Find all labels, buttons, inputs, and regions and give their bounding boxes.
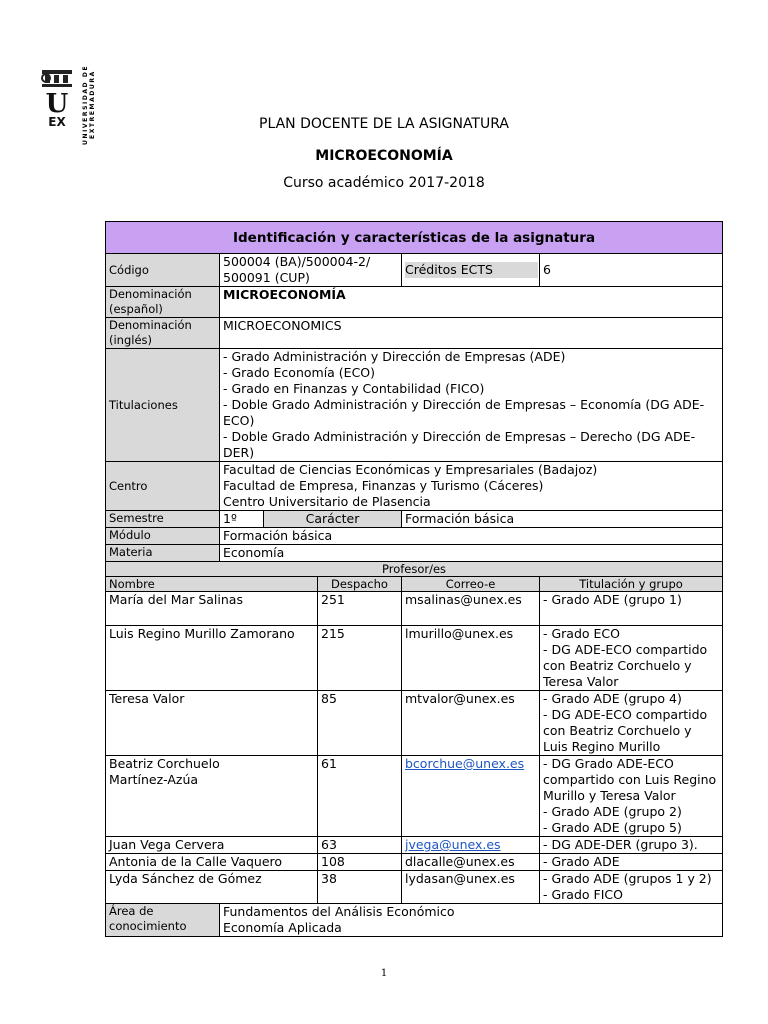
area-value	[220, 904, 723, 937]
creditos-label-cell	[402, 254, 540, 287]
prof-group	[540, 854, 723, 871]
name-line: Luis Regino Murillo Zamorano	[109, 626, 295, 641]
group-line: - DG ADE-ECO compartido	[543, 642, 708, 657]
codigo-value	[220, 254, 402, 287]
group-line: - Grado FICO	[543, 887, 623, 902]
area-line: Fundamentos del Análisis Económico	[223, 904, 455, 919]
prof-group	[540, 837, 723, 854]
email-text: lmurillo@unex.es	[405, 626, 514, 641]
denominacion-es-label	[106, 287, 220, 318]
email-link[interactable]: jvega@unex.es	[405, 837, 501, 852]
prof-office: 63	[318, 837, 402, 854]
group-line: con Beatriz Corchuelo y	[543, 723, 692, 738]
titulacion-line: - Grado en Finanzas y Contabilidad (FICO)	[223, 381, 485, 396]
codigo-label: Código	[106, 254, 220, 287]
prof-email	[402, 592, 540, 626]
area-label	[106, 904, 220, 937]
section-header: Identificación y características de la asignatura	[106, 222, 723, 254]
group-line: - Grado ADE	[543, 854, 620, 869]
email-text: msalinas@unex.es	[405, 592, 522, 607]
group-line: - DG Grado ADE-ECO	[543, 756, 674, 771]
group-line: - DG ADE-ECO compartido	[543, 707, 708, 722]
table-row	[106, 756, 723, 837]
group-line: - Grado ADE (grupo 2)	[543, 804, 682, 819]
name-line: Martínez-Azúa	[109, 772, 199, 787]
caracter-label: Carácter	[264, 511, 402, 528]
logo-letter-u: U	[45, 89, 69, 119]
denominacion-en-value: MICROECONOMICS	[220, 318, 723, 349]
centro-value	[220, 462, 723, 511]
prof-name	[106, 854, 318, 871]
codigo-line: 500004 (BA)/500004-2/	[223, 254, 371, 269]
semestre-label: Semestre	[106, 511, 220, 528]
group-line: Luis Regino Murillo	[543, 739, 661, 754]
prof-office: 61	[318, 756, 402, 837]
group-line: - Grado ECO	[543, 626, 620, 641]
name-line: María del Mar Salinas	[109, 592, 243, 607]
label-line: (inglés)	[109, 333, 153, 347]
prof-office: 108	[318, 854, 402, 871]
label-line: conocimiento	[109, 919, 187, 933]
group-line: - Grado ADE (grupo 4)	[543, 691, 682, 706]
col-correo: Correo-e	[402, 577, 540, 592]
area-line: Economía Aplicada	[223, 920, 342, 935]
label-line: Denominación	[109, 287, 192, 301]
centro-line: Facultad de Empresa, Finanzas y Turismo (Cáceres)	[223, 478, 544, 493]
titulacion-line: - Grado Administración y Dirección de Empresas (ADE)	[223, 349, 566, 364]
modulo-label: Módulo	[106, 528, 220, 545]
name-line: Beatriz Corchuelo	[109, 756, 220, 771]
titulacion-line: - Doble Grado Administración y Dirección de Empresas – Derecho (DG ADE-	[223, 429, 696, 444]
logo-letters-ex: EX	[48, 115, 66, 129]
course-year: Curso académico 2017-2018	[283, 175, 485, 191]
denominacion-es-value: MICROECONOMÍA	[220, 287, 723, 318]
prof-name	[106, 871, 318, 904]
table-row	[106, 592, 723, 626]
name-line: Teresa Valor	[109, 691, 185, 706]
email-text: mtvalor@unex.es	[405, 691, 515, 706]
email-text: lydasan@unex.es	[405, 871, 515, 886]
group-line: - Grado ADE (grupos 1 y 2)	[543, 871, 712, 886]
prof-name	[106, 837, 318, 854]
prof-group	[540, 756, 723, 837]
prof-email	[402, 626, 540, 691]
prof-name	[106, 756, 318, 837]
logo-vertical-text: UNIVERSIDAD DE EXTREMADURA	[82, 64, 96, 146]
denominacion-en-label	[106, 318, 220, 349]
group-line: - Grado ADE (grupo 5)	[543, 820, 682, 835]
titulacion-line: - Grado Economía (ECO)	[223, 365, 376, 380]
group-line: con Beatriz Corchuelo y	[543, 658, 692, 673]
materia-value: Economía	[220, 545, 723, 562]
semestre-value: 1º	[220, 511, 264, 528]
col-despacho: Despacho	[318, 577, 402, 592]
group-line: compartido con Luis Regino	[543, 772, 717, 787]
prof-office: 85	[318, 691, 402, 756]
prof-email	[402, 854, 540, 871]
prof-office: 38	[318, 871, 402, 904]
creditos-value: 6	[540, 254, 723, 287]
materia-label: Materia	[106, 545, 220, 562]
col-titulacion: Titulación y grupo	[540, 577, 723, 592]
profesores-header: Profesor/es	[106, 562, 723, 577]
titulaciones-value	[220, 349, 723, 462]
table-row	[106, 626, 723, 691]
centro-label: Centro	[106, 462, 220, 511]
caracter-value: Formación básica	[402, 511, 723, 528]
group-line: Murillo y Teresa Valor	[543, 788, 676, 803]
email-link[interactable]: bcorchue@unex.es	[405, 756, 525, 771]
table-row	[106, 837, 723, 854]
codigo-line: 500091 (CUP)	[223, 270, 310, 285]
page-number: 1	[380, 968, 388, 979]
label-line: Denominación	[109, 318, 192, 332]
group-line: Teresa Valor	[543, 674, 619, 689]
modulo-value: Formación básica	[220, 528, 723, 545]
centro-line: Centro Universitario de Plasencia	[223, 494, 431, 509]
table-row	[106, 854, 723, 871]
group-line: - Grado ADE (grupo 1)	[543, 592, 682, 607]
titulacion-line: - Doble Grado Administración y Dirección de Empresas – Economía (DG ADE-	[223, 397, 705, 412]
titulacion-line: DER)	[223, 445, 255, 460]
plan-title: PLAN DOCENTE DE LA ASIGNATURA	[259, 116, 509, 132]
prof-email	[402, 756, 540, 837]
prof-group	[540, 871, 723, 904]
centro-line: Facultad de Ciencias Económicas y Empresariales (Badajoz)	[223, 462, 598, 477]
prof-group	[540, 626, 723, 691]
label-line: Área de	[109, 904, 154, 918]
prof-office: 215	[318, 626, 402, 691]
label-line: (español)	[109, 302, 163, 316]
prof-email	[402, 837, 540, 854]
prof-name	[106, 691, 318, 756]
table-row	[106, 871, 723, 904]
email-text: dlacalle@unex.es	[405, 854, 515, 869]
name-line: Antonia de la Calle Vaquero	[109, 854, 283, 869]
prof-email	[402, 871, 540, 904]
subject-title: MICROECONOMÍA	[315, 148, 453, 164]
subject-info-table	[105, 221, 723, 937]
prof-group	[540, 691, 723, 756]
prof-name	[106, 592, 318, 626]
titulaciones-label: Titulaciones	[106, 349, 220, 462]
prof-name	[106, 626, 318, 691]
name-line: Juan Vega Cervera	[109, 837, 225, 852]
creditos-label: Créditos ECTS	[405, 262, 538, 278]
prof-group	[540, 592, 723, 626]
group-line: - DG ADE-DER (grupo 3).	[543, 837, 698, 852]
prof-office: 251	[318, 592, 402, 626]
titulacion-line: ECO)	[223, 413, 255, 428]
prof-email	[402, 691, 540, 756]
col-nombre: Nombre	[106, 577, 318, 592]
name-line: Lyda Sánchez de Gómez	[109, 871, 262, 886]
table-row	[106, 691, 723, 756]
